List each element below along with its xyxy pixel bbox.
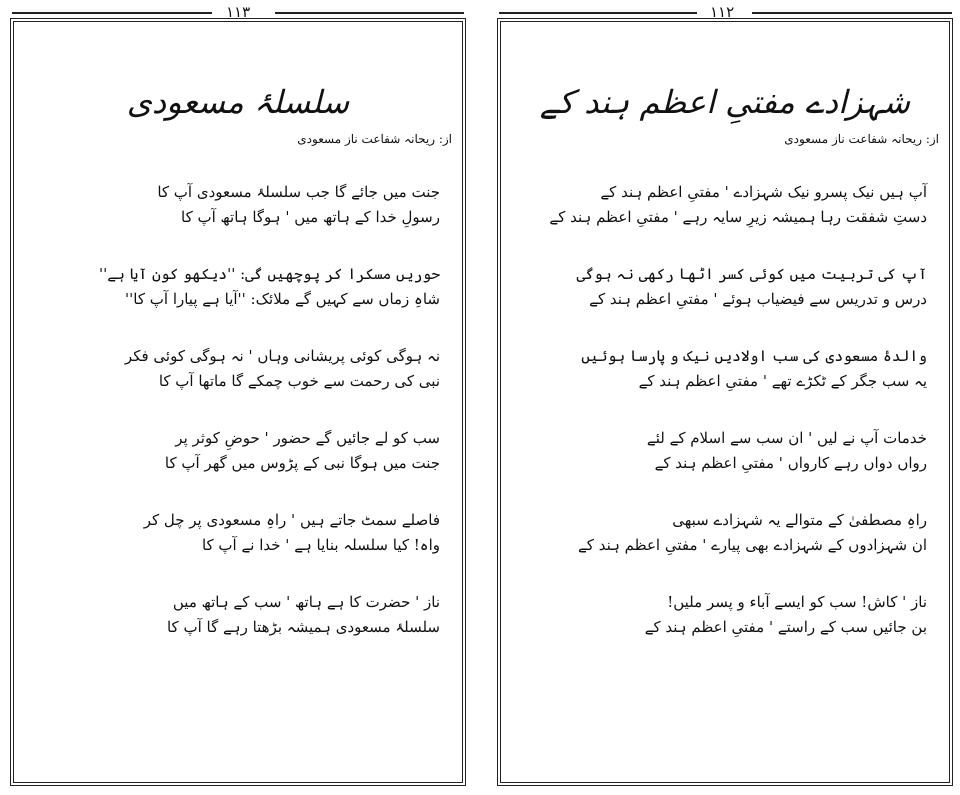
page-number-right: ۱۱۲ xyxy=(704,4,740,20)
stanza xyxy=(523,344,927,394)
stanza xyxy=(36,180,440,230)
stanza xyxy=(523,590,927,640)
page-number-left: ۱۱۳ xyxy=(220,4,256,20)
verse-line: رواں دواں رہے کارواں ' مفتیِ اعظم ہند کے xyxy=(654,454,927,472)
verse-line: نہ ہوگی کوئی پریشانی وہاں ' نہ ہوگی کوئی فکر xyxy=(124,347,440,365)
verse-line: یہ سب جگر کے ٹکڑے تھے ' مفتیِ اعظم ہند کے xyxy=(638,372,927,390)
verse-line: درس و تدریس سے فیضیاب ہوئے ' مفتیِ اعظم ہند کے xyxy=(589,290,927,308)
verse-line: ان شہزادوں کے شہزادے بھی پیارے ' مفتیِ اعظم ہند کے xyxy=(578,536,927,554)
top-rule-left-b xyxy=(275,12,464,14)
left-page xyxy=(10,18,466,786)
top-rule-right-a xyxy=(499,12,697,14)
verse-line: ناز ' کاش! سب کو ایسے آباء و پسر ملیں! xyxy=(667,593,927,611)
stanza xyxy=(36,262,440,312)
verse-line: ناز ' حضرت کا ہے ہاتھ ' سب کے ہاتھ میں xyxy=(172,593,440,611)
stanza xyxy=(36,590,440,640)
stanza xyxy=(36,344,440,394)
verse-line: بن جائیں سب کے راستے ' مفتیِ اعظم ہند کے xyxy=(644,618,927,636)
verse-line: شاہِ زماں سے کہیں گے ملائک: ''آیا ہے پیارا آپ کا'' xyxy=(125,290,440,308)
verse-line: والدۂ مسعودی کی سب اولادیں نیک و پارسا ہوئیں xyxy=(581,347,927,365)
stanza xyxy=(523,180,927,230)
verse-line: فاصلے سمٹ جاتے ہیں ' راہِ مسعودی پر چل کر xyxy=(143,511,440,529)
poem-title: شہزادے مفتیِ اعظم ہند کے xyxy=(539,83,911,121)
verse-line: راہِ مصطفیٰ کے متوالے یہ شہزادے سبھی xyxy=(672,511,927,529)
verse-line: خدمات آپ نے لیں ' ان سب سے اسلام کے لئے xyxy=(646,429,927,447)
stanza xyxy=(36,508,440,558)
top-rule-right-b xyxy=(752,12,952,14)
verse-line: رسولِ خدا کے ہاتھ میں ' ہوگا ہاتھ آپ کا xyxy=(181,208,440,226)
verse-line: جنت میں ہوگا نبی کے پڑوس میں گھر آپ کا xyxy=(164,454,440,472)
verse-line: جنت میں جائے گا جب سلسلۂ مسعودی آپ کا xyxy=(157,183,440,201)
author-byline: از: ریحانہ شفاعت ناز مسعودی xyxy=(784,132,939,146)
poem-title: سلسلۂ مسعودی xyxy=(126,83,350,121)
author-byline: از: ریحانہ شفاعت ناز مسعودی xyxy=(297,132,452,146)
right-page xyxy=(497,18,953,786)
verse-line: آپ ہیں نیک پسرو نیک شہزادے ' مفتیِ اعظم ہند کے xyxy=(600,183,927,201)
stanza xyxy=(36,426,440,476)
verse-line: واہ! کیا سلسلہ بنایا ہے ' خدا نے آپ کا xyxy=(201,536,440,554)
verse-line: حوریں مسکرا کر پوچھیں گی: ''دیکھو کون آیا ہے'' xyxy=(99,265,440,283)
stanza xyxy=(523,426,927,476)
verse-line: دستِ شفقت رہا ہمیشہ زیرِ سایہ رہے ' مفتیِ اعظم ہند کے xyxy=(549,208,927,226)
verse-line: آپ کی تربیت میں کوئی کسر اٹھا رکھی نہ ہوگی xyxy=(576,265,927,283)
verse-line: سب کو لے جائیں گے حضور ' حوضِ کوثر پر xyxy=(175,429,440,447)
top-rule-left-a xyxy=(12,12,212,14)
poem-verses xyxy=(36,180,440,672)
poem-verses xyxy=(523,180,927,672)
stanza xyxy=(523,262,927,312)
verse-line: نبی کی رحمت سے خوب چمکے گا ماتھا آپ کا xyxy=(158,372,440,390)
verse-line: سلسلۂ مسعودی ہمیشہ بڑھتا رہے گا آپ کا xyxy=(166,618,440,636)
stanza xyxy=(523,508,927,558)
